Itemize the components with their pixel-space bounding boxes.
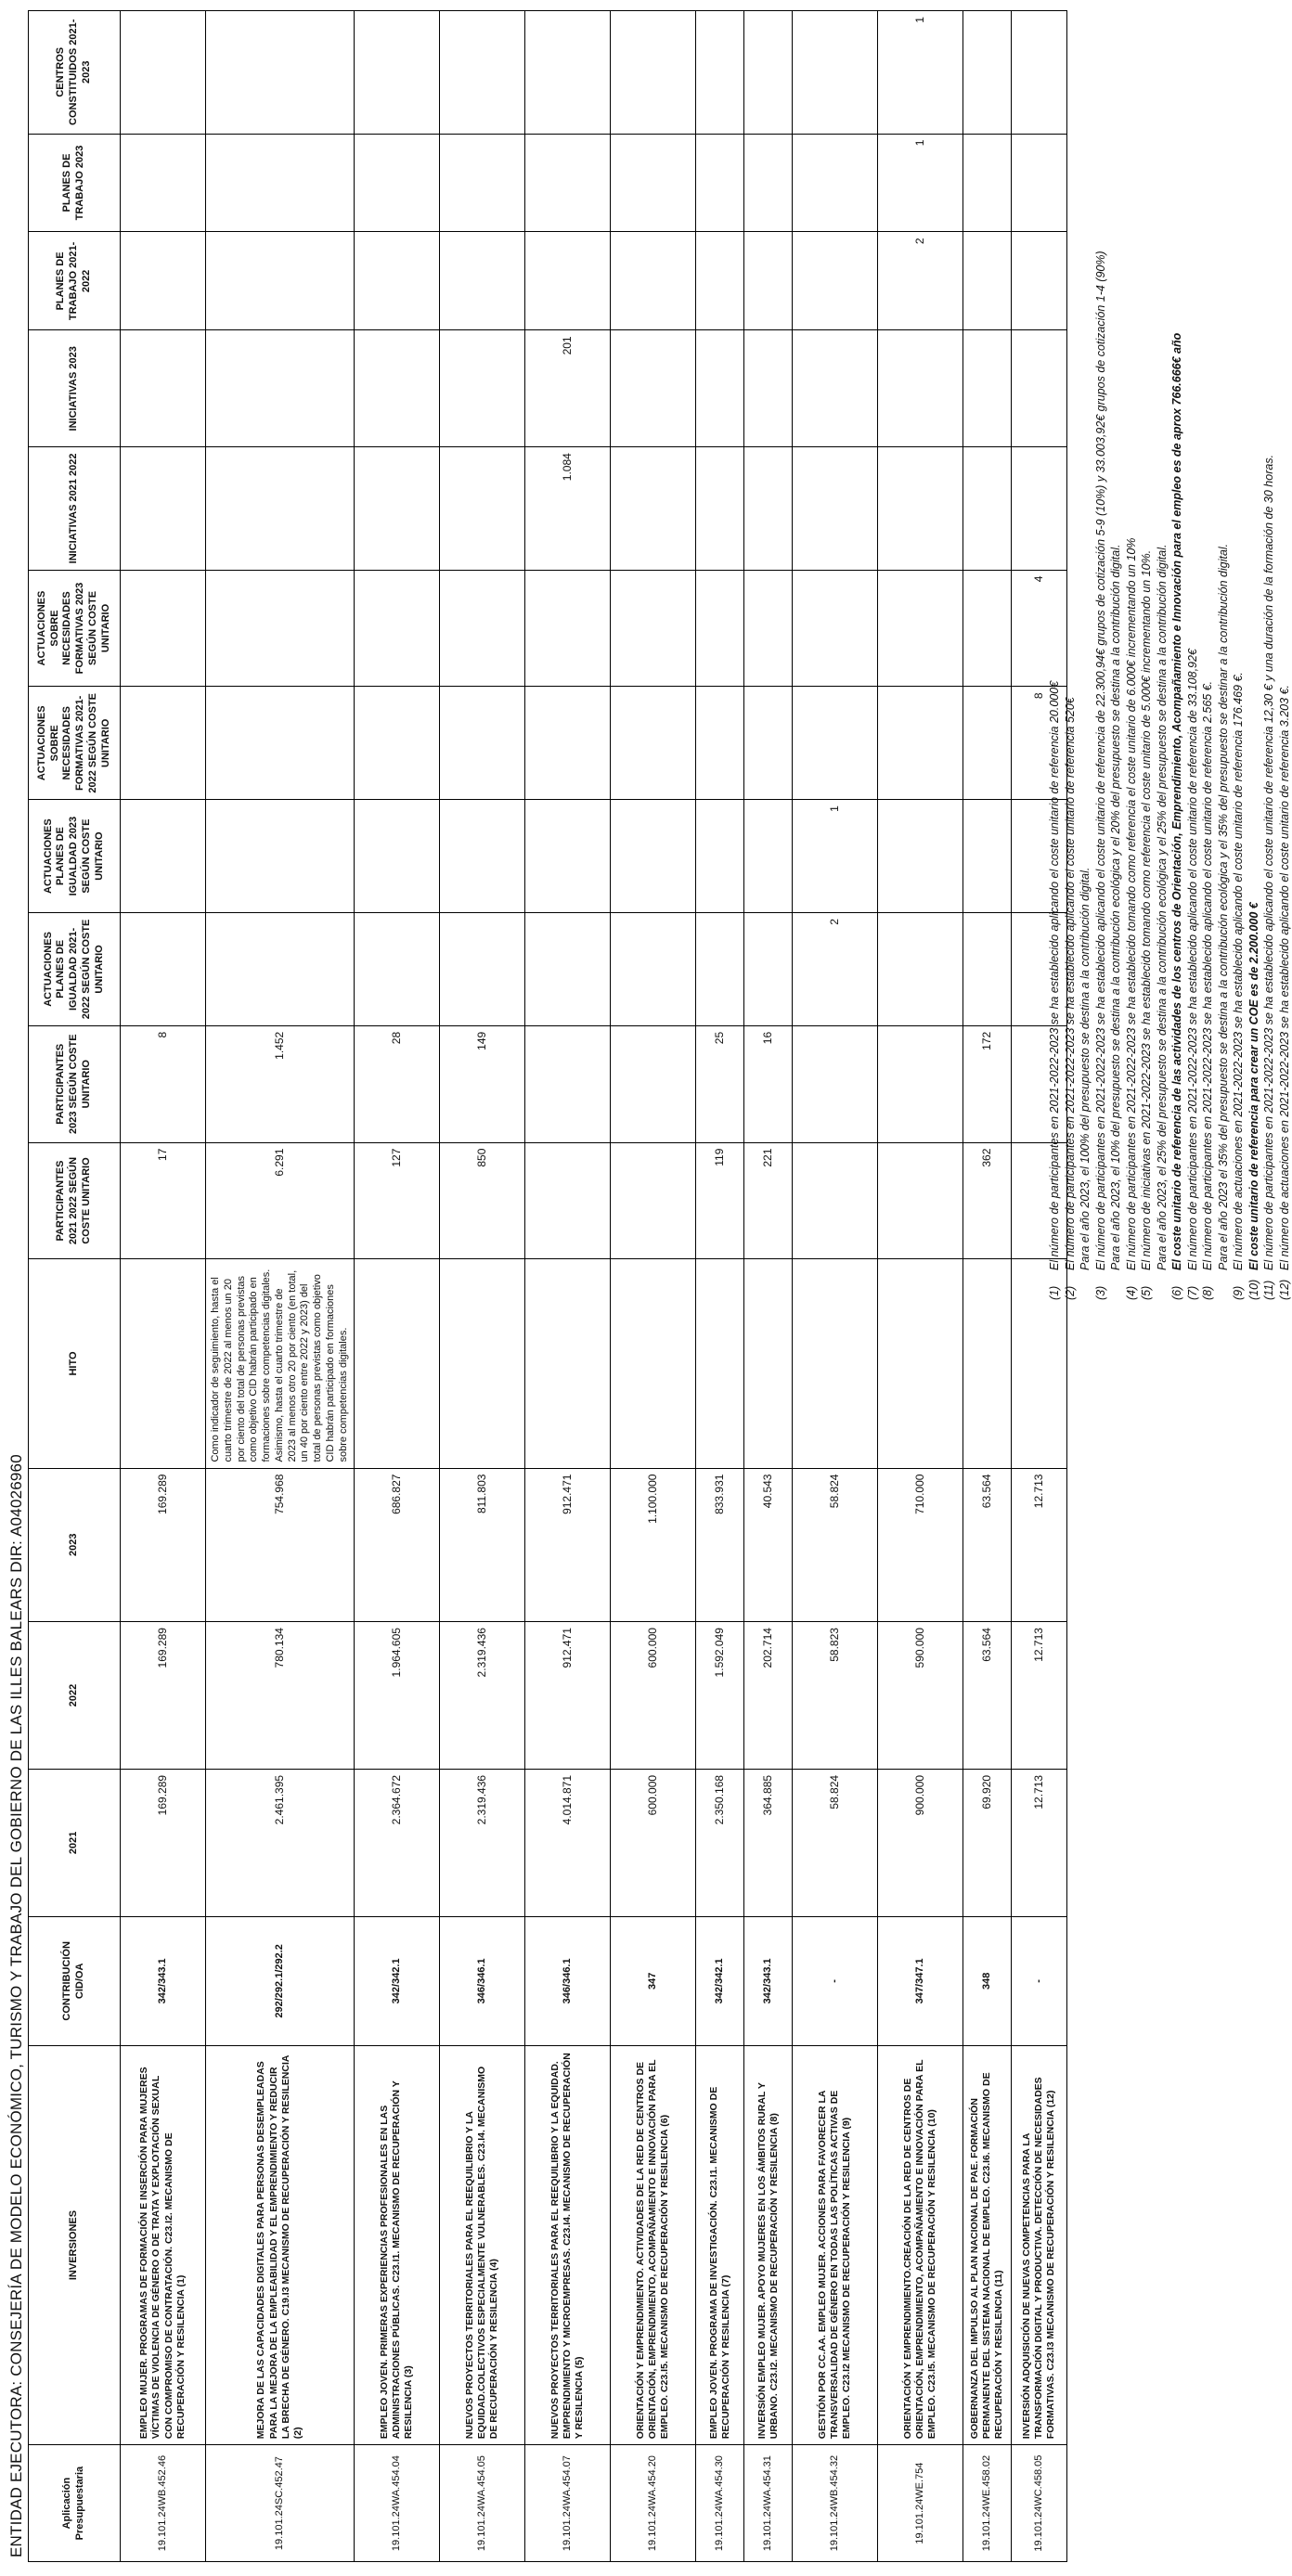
inversion-cell: GOBERNANZA DEL IMPULSO AL PLAN NACIONAL DE PAE. FORMACIÓN PERMANENTE DEL SISTEMA NACIONAL DE EMPLEO. C23.I6. MECANISMO DE RECUPERACIÓN Y RESILENCIA (11) — [963, 2045, 1012, 2444]
inversion-cell: EMPLEO MUJER. PROGRAMAS DE FORMACIÓN E INSERCIÓN PARA MUJERES VÍCTIMAS DE VIOLENCIA DE GÉNERO O DE TRATA Y EXPLOTACIÓN SEXUAL CON COMPROMISO DE CONTRATACIÓN. C23.I2. MECANISMO DE RECUPERACIÓN Y RESILENCIA (1) — [121, 2045, 206, 2444]
footnote-item — [1124, 19, 1140, 1300]
header-hito: HITO — [29, 1259, 121, 1468]
amount-2022-cell: 1.592.049 — [696, 1622, 744, 1770]
participantes-2122-cell: 221 — [744, 1142, 793, 1259]
actuaciones-formativas-2023-cell — [440, 570, 525, 687]
inversion-cell: INVERSIÓN ADQUISICIÓN DE NUEVAS COMPETENCIAS PARA LA TRANSFORMACIÓN DIGITAL Y PRODUCTIVA. DETECCIÓN DE NECESIDADES FORMATIVAS. C23.I3 MECANISMO DE RECUPERACIÓN Y RESILENCIA (12) — [1012, 2045, 1067, 2444]
iniciativas-2023-cell — [744, 330, 793, 447]
actuaciones-formativas-2023-cell — [878, 570, 963, 687]
footnote-text: El número de actuaciones en 2021-2022-2023 se ha establecido aplicando el coste unitario de referencia 3.203 €. — [1277, 685, 1291, 1270]
header-row — [29, 11, 121, 2562]
inversion-cell: ORIENTACIÓN Y EMPRENDIMIENTO. ACTIVIDADES DE LA RED DE CENTROS DE ORIENTACIÓN, EMPRENDIMIENTO, ACOMPAÑAMIENTO E INNOVACIÓN PARA EL EMPLEO. C23.I5. MECANISMO DE RECUPERACIÓN Y RESILENCIA (6) — [611, 2045, 696, 2444]
table-row — [525, 11, 611, 2562]
aplicacion-cell: 19.101.24WB.452.46 — [121, 2445, 206, 2562]
planes-2122-cell — [793, 232, 878, 330]
centros-cell — [206, 11, 355, 135]
inversion-cell: MEJORA DE LAS CAPACIDADES DIGITALES PARA PERSONAS DESEMPLEADAS PARA LA MEJORA DE LA EMPLEABILIDAD Y EL EMPRENDIMIENTO Y REDUCIR LA BRECHA DE GÉNERO. C19.I3 MECANISMO DE RECUPERACIÓN Y RESILENCIA (2) — [206, 2045, 355, 2444]
footnote-mark: (2) — [1063, 1285, 1077, 1300]
planes-2122-cell — [121, 232, 206, 330]
iniciativas-2023-cell: 201 — [525, 330, 611, 447]
planes-2122-cell — [355, 232, 440, 330]
table-row — [355, 11, 440, 2562]
footnote-item — [1261, 19, 1277, 1300]
header-contribucion: CONTRIBUCIÓN CID/OA — [29, 1916, 121, 2045]
table-row — [963, 11, 1012, 2562]
footnote-item — [1185, 19, 1201, 1300]
iniciativas-2023-cell — [611, 330, 696, 447]
hito-cell — [744, 1259, 793, 1468]
planes-2023-cell — [696, 134, 744, 232]
actuaciones-igualdad-2023-cell — [355, 800, 440, 913]
footnotes — [1047, 19, 1292, 1300]
iniciativas-2023-cell — [121, 330, 206, 447]
amount-2021-cell: 4.014.871 — [525, 1769, 611, 1916]
participantes-2023-cell: 16 — [744, 1025, 793, 1142]
footnote-text: El número de participantes en 2021-2022-2023 se ha establecido aplicando el coste unitario de referencia 12,30 € y una duración de la formación de 30 horas. — [1262, 454, 1275, 1270]
aplicacion-cell: 19.101.24WC.458.05 — [1012, 2445, 1067, 2562]
footnote-item — [1277, 19, 1292, 1300]
iniciativas-2122-cell: 1.084 — [525, 447, 611, 570]
actuaciones-igualdad-2023-cell — [525, 800, 611, 913]
planes-2023-cell — [121, 134, 206, 232]
footnote-mark: (1) — [1048, 1285, 1061, 1300]
actuaciones-formativas-2023-cell — [525, 570, 611, 687]
header-planes-2023: PLANES DE TRABAJO 2023 — [29, 134, 121, 232]
hito-cell — [793, 1259, 878, 1468]
table-row — [696, 11, 744, 2562]
header-2021: 2021 — [29, 1769, 121, 1916]
footnote-mark: (8) — [1201, 1285, 1214, 1300]
iniciativas-2023-cell — [878, 330, 963, 447]
footnote-text: El número de participantes en 2021-2022-2023 se ha establecido aplicando el coste unitario de referencia de 22.300,94€ grupos de cotización 5-9 (10%) y 33.003,92€ grupos de cotización 1-4 (90%) — [1093, 251, 1107, 1270]
inversion-cell: GESTIÓN POR CC.AA. EMPLEO MUJER. ACCIONES PARA FAVORECER LA TRANSVERSALIDAD DE GÉNERO EN TODAS LAS POLÍTICAS ACTIVAS DE EMPLEO. C23.I2 MECANISMO DE RECUPERACIÓN Y RESILENCIA (9) — [793, 2045, 878, 2444]
contribucion-cell: 342/343.1 — [121, 1916, 206, 2045]
investment-table — [28, 10, 1067, 2562]
header-2022: 2022 — [29, 1622, 121, 1770]
participantes-2122-cell — [793, 1142, 878, 1259]
planes-2023-cell — [355, 134, 440, 232]
planes-2122-cell — [206, 232, 355, 330]
hito-cell — [440, 1259, 525, 1468]
aplicacion-cell: 19.101.24WA.454.05 — [440, 2445, 525, 2562]
participantes-2023-cell — [878, 1025, 963, 1142]
footnote-item — [1108, 19, 1124, 1300]
participantes-2122-cell — [611, 1142, 696, 1259]
actuaciones-igualdad-2122-cell — [696, 913, 744, 1026]
inversion-cell: EMPLEO JOVEN. PROGRAMA DE INVESTIGACIÓN. C23.I1. MECANISMO DE RECUPERACIÓN Y RESILENCIA (7) — [696, 2045, 744, 2444]
iniciativas-2122-cell — [355, 447, 440, 570]
planes-2023-cell — [440, 134, 525, 232]
contribucion-cell: - — [793, 1916, 878, 2045]
header-2023: 2023 — [29, 1468, 121, 1622]
header-iniciativas-2122: INICIATIVAS 2021 2022 — [29, 447, 121, 570]
footnote-mark: (10) — [1247, 1279, 1260, 1300]
header-actuaciones-igualdad-2122: ACTUACIONES PLANES DE IGUALDAD 2021-2022 SEGÚN COSTE UNITARIO — [29, 913, 121, 1026]
iniciativas-2122-cell — [744, 447, 793, 570]
footnote-text: El número de participantes en 2021-2022-2023 se ha establecido aplicando el coste unitario de referencia 20.000€ — [1048, 680, 1061, 1270]
actuaciones-igualdad-2023-cell — [206, 800, 355, 913]
actuaciones-igualdad-2023-cell — [878, 800, 963, 913]
amount-2022-cell: 912.471 — [525, 1622, 611, 1770]
participantes-2122-cell: 17 — [121, 1142, 206, 1259]
amount-2022-cell: 58.823 — [793, 1622, 878, 1770]
actuaciones-formativas-2122-cell — [744, 687, 793, 800]
contribucion-cell: 348 — [963, 1916, 1012, 2045]
centros-cell — [744, 11, 793, 135]
header-actuaciones-formativas-2122: ACTUACIONES SOBRE NECESIDADES FORMATIVAS 2021-2022 SEGÚN COSTE UNITARIO — [29, 687, 121, 800]
amount-2023-cell: 686.827 — [355, 1468, 440, 1622]
inversion-cell: INVERSIÓN EMPLEO MUJER. APOYO MUJERES EN LOS ÁMBITOS RURAL Y URBANO. C23.I2. MECANISMO DE RECUPERACIÓN Y RESILENCIA (8) — [744, 2045, 793, 2444]
footnote-text: El coste unitario de referencia para crear un COE es de 2.200.000 € — [1247, 902, 1260, 1270]
amount-2021-cell: 900.000 — [878, 1769, 963, 1916]
actuaciones-formativas-2023-cell — [963, 570, 1012, 687]
amount-2023-cell: 58.824 — [793, 1468, 878, 1622]
participantes-2023-cell — [611, 1025, 696, 1142]
amount-2021-cell: 2.319.436 — [440, 1769, 525, 1916]
header-actuaciones-igualdad-2023: ACTUACIONES PLANES DE IGUALDAD 2023 SEGÚN COSTE UNITARIO — [29, 800, 121, 913]
hito-cell: Como indicador de seguimiento, hasta el cuarto trimestre de 2022 al menos un 20 por ciento del total de personas previstas como objetivo CID habrán participado en formaciones sobre competencias digitales. Asimismo, hasta el cuarto trimestre de 2023 al menos otro 20 por ciento (en total, un 40 por ciento entre 2022 y 2023) del total de personas previstas como objetivo CID habrán participado en formaciones sobre competencias digitales. — [206, 1259, 355, 1468]
header-aplicacion: Aplicación Presupuestaria — [29, 2445, 121, 2562]
amount-2022-cell: 780.134 — [206, 1622, 355, 1770]
participantes-2023-cell: 149 — [440, 1025, 525, 1142]
planes-2122-cell — [696, 232, 744, 330]
participantes-2023-cell — [793, 1025, 878, 1142]
centros-cell — [611, 11, 696, 135]
participantes-2122-cell — [878, 1142, 963, 1259]
footnote-item — [1155, 19, 1170, 1300]
footnote-text: Para el año 2023 el 35% del presupuesto se destina a la contribución ecológica y el 35% del presupuesto se destinar a la contribución digital. — [1216, 543, 1230, 1270]
table-row — [611, 11, 696, 2562]
contribucion-cell: 342/343.1 — [744, 1916, 793, 2045]
actuaciones-formativas-2023-cell — [793, 570, 878, 687]
footnote-text: El número de actuaciones en 2021-2022-2023 se ha establecido aplicando el coste unitario de referencia 176.469 €. — [1232, 672, 1245, 1270]
actuaciones-formativas-2122-cell — [440, 687, 525, 800]
contribucion-cell: 347/347.1 — [878, 1916, 963, 2045]
amount-2022-cell: 202.714 — [744, 1622, 793, 1770]
footnote-item — [1078, 19, 1093, 1300]
amount-2023-cell: 169.289 — [121, 1468, 206, 1622]
footnote-mark: (5) — [1140, 1285, 1153, 1300]
contribucion-cell: 342/342.1 — [696, 1916, 744, 2045]
actuaciones-igualdad-2023-cell — [696, 800, 744, 913]
table-row — [440, 11, 525, 2562]
footnote-mark — [1216, 1270, 1232, 1300]
amount-2021-cell: 169.289 — [121, 1769, 206, 1916]
participantes-2122-cell: 119 — [696, 1142, 744, 1259]
header-actuaciones-formativas-2023: ACTUACIONES SOBRE NECESIDADES FORMATIVAS 2023 SEGÚN COSTE UNITARIO — [29, 570, 121, 687]
aplicacion-cell: 19.101.24SC.452.47 — [206, 2445, 355, 2562]
iniciativas-2122-cell — [611, 447, 696, 570]
footnote-mark: (11) — [1262, 1280, 1275, 1300]
participantes-2023-cell: 25 — [696, 1025, 744, 1142]
aplicacion-cell: 19.101.24WA.454.07 — [525, 2445, 611, 2562]
amount-2021-cell: 364.885 — [744, 1769, 793, 1916]
amount-2022-cell: 1.964.605 — [355, 1622, 440, 1770]
iniciativas-2122-cell — [206, 447, 355, 570]
hito-cell — [878, 1259, 963, 1468]
actuaciones-igualdad-2122-cell — [206, 913, 355, 1026]
planes-2122-cell — [744, 232, 793, 330]
amount-2021-cell: 12.713 — [1012, 1769, 1067, 1916]
iniciativas-2122-cell — [963, 447, 1012, 570]
actuaciones-igualdad-2122-cell — [121, 913, 206, 1026]
centros-cell — [793, 11, 878, 135]
actuaciones-formativas-2122-cell — [878, 687, 963, 800]
footnote-item — [1231, 19, 1247, 1300]
inversion-cell: ORIENTACIÓN Y EMPRENDIMIENTO.CREACIÓN DE LA RED DE CENTROS DE ORIENTACIÓN, EMPRENDIMIENTO, ACOMPAÑAMIENTO E INNOVACIÓN PARA EL EMPLEO. C23.I5. MECANISMO DE RECUPERACIÓN Y RESILENCIA (10) — [878, 2045, 963, 2444]
table-row — [744, 11, 793, 2562]
planes-2122-cell — [963, 232, 1012, 330]
amount-2023-cell: 63.564 — [963, 1468, 1012, 1622]
aplicacion-cell: 19.101.24WE.458.02 — [963, 2445, 1012, 2562]
footnote-item — [1200, 19, 1216, 1300]
actuaciones-formativas-2122-cell — [206, 687, 355, 800]
footnote-text: Para el año 2023, el 25% del presupuesto se destina a la contribución ecológica y el 25% del presupuesto se destina a la contribución digital. — [1155, 544, 1169, 1270]
footnote-text: El número de participantes en 2021-2022-2023 se ha establecido aplicando el coste unitario de referencia de 33.108,92€ — [1185, 649, 1199, 1270]
actuaciones-formativas-2023-cell — [121, 570, 206, 687]
hito-cell — [525, 1259, 611, 1468]
planes-2023-cell — [793, 134, 878, 232]
iniciativas-2122-cell — [121, 447, 206, 570]
footnote-text: El número de participantes en 2021-2022-2023 se ha establecido aplicando el coste unitario de referencia 520€ — [1063, 697, 1077, 1270]
footnote-mark: (4) — [1124, 1285, 1138, 1300]
page-title: ENTIDAD EJECUTORA: CONSEJERÍA DE MODELO ECONÓMICO, TURISMO Y TRABAJO DEL GOBIERNO DE LAS ILLES BALEARS DIR: A04026960 — [7, 1454, 25, 2557]
actuaciones-formativas-2122-cell — [611, 687, 696, 800]
planes-2023-cell — [963, 134, 1012, 232]
actuaciones-formativas-2023-cell — [611, 570, 696, 687]
centros-cell — [963, 11, 1012, 135]
aplicacion-cell: 19.101.24WA.454.31 — [744, 2445, 793, 2562]
actuaciones-igualdad-2023-cell — [121, 800, 206, 913]
amount-2021-cell: 2.350.168 — [696, 1769, 744, 1916]
contribucion-cell: 346/346.1 — [525, 1916, 611, 2045]
actuaciones-igualdad-2122-cell — [744, 913, 793, 1026]
amount-2023-cell: 710.000 — [878, 1468, 963, 1622]
iniciativas-2023-cell — [793, 330, 878, 447]
participantes-2023-cell: 1.452 — [206, 1025, 355, 1142]
footnote-item — [1169, 19, 1185, 1300]
footnote-text: El número de participantes en 2021-2022-2023 se ha establecido tomando como referencia el coste unitario de 6.000€ incrementando un 10% — [1124, 537, 1138, 1270]
participantes-2023-cell: 28 — [355, 1025, 440, 1142]
centros-cell — [696, 11, 744, 135]
planes-2023-cell — [525, 134, 611, 232]
footnote-text: El número de participantes en 2021-2022-2023 se ha establecido aplicando el coste unitario de referencia 2.565 €. — [1201, 680, 1214, 1270]
actuaciones-igualdad-2122-cell — [611, 913, 696, 1026]
amount-2022-cell: 600.000 — [611, 1622, 696, 1770]
centros-cell — [355, 11, 440, 135]
iniciativas-2122-cell — [793, 447, 878, 570]
footnote-item — [1216, 19, 1232, 1300]
participantes-2122-cell: 850 — [440, 1142, 525, 1259]
amount-2023-cell: 912.471 — [525, 1468, 611, 1622]
amount-2021-cell: 69.920 — [963, 1769, 1012, 1916]
amount-2023-cell: 811.803 — [440, 1468, 525, 1622]
participantes-2122-cell: 127 — [355, 1142, 440, 1259]
table-row — [878, 11, 963, 2562]
hito-cell — [355, 1259, 440, 1468]
header-participantes-2023: PARTICIPANTES 2023 SEGÚN COSTE UNITARIO — [29, 1025, 121, 1142]
planes-2122-cell: 2 — [878, 232, 963, 330]
planes-2023-cell — [611, 134, 696, 232]
table-row — [206, 11, 355, 2562]
contribucion-cell: 342/342.1 — [355, 1916, 440, 2045]
actuaciones-formativas-2122-cell — [696, 687, 744, 800]
actuaciones-formativas-2122-cell: 8 — [1012, 687, 1067, 800]
iniciativas-2023-cell — [696, 330, 744, 447]
footnote-text: Para el año 2023, el 100% del presupuesto se destina a la contribución digital. — [1079, 867, 1092, 1270]
actuaciones-igualdad-2122-cell — [440, 913, 525, 1026]
actuaciones-formativas-2023-cell — [744, 570, 793, 687]
footnote-item — [1063, 19, 1079, 1300]
amount-2022-cell: 590.000 — [878, 1622, 963, 1770]
participantes-2122-cell: 362 — [963, 1142, 1012, 1259]
inversion-cell: NUEVOS PROYECTOS TERRITORIALES PARA EL REEQUILIBRIO Y LA EQUIDAD. EMPRENDIMIENTO Y MICROEMPRESAS. C23.I4. MECANISMO DE RECUPERACIÓN Y RESILENCIA (5) — [525, 2045, 611, 2444]
aplicacion-cell: 19.101.24WB.454.32 — [793, 2445, 878, 2562]
participantes-2122-cell: 6.291 — [206, 1142, 355, 1259]
actuaciones-igualdad-2023-cell: 1 — [793, 800, 878, 913]
actuaciones-formativas-2023-cell — [696, 570, 744, 687]
centros-cell — [121, 11, 206, 135]
amount-2021-cell: 58.824 — [793, 1769, 878, 1916]
actuaciones-formativas-2023-cell — [206, 570, 355, 687]
contribucion-cell: 346/346.1 — [440, 1916, 525, 2045]
footnote-text: El coste unitario de referencia de las actividades de los centros de Orientación, Emprendimiento, Acompañamiento e Innovación para el empleo es de aprox 766.666€ año — [1170, 332, 1183, 1270]
amount-2021-cell: 600.000 — [611, 1769, 696, 1916]
header-planes-2122: PLANES DE TRABAJO 2021-2022 — [29, 232, 121, 330]
table-body — [121, 11, 1067, 2562]
planes-2122-cell — [440, 232, 525, 330]
actuaciones-formativas-2023-cell — [355, 570, 440, 687]
amount-2021-cell: 2.461.395 — [206, 1769, 355, 1916]
planes-2023-cell: 1 — [878, 134, 963, 232]
amount-2023-cell: 12.713 — [1012, 1468, 1067, 1622]
footnote-mark — [1078, 1270, 1093, 1300]
planes-2122-cell — [525, 232, 611, 330]
aplicacion-cell: 19.101.24WA.454.04 — [355, 2445, 440, 2562]
aplicacion-cell: 19.101.24WA.454.20 — [611, 2445, 696, 2562]
amount-2023-cell: 754.968 — [206, 1468, 355, 1622]
aplicacion-cell: 19.101.24WA.454.30 — [696, 2445, 744, 2562]
actuaciones-formativas-2122-cell — [525, 687, 611, 800]
actuaciones-igualdad-2023-cell — [611, 800, 696, 913]
actuaciones-igualdad-2023-cell — [744, 800, 793, 913]
footnote-item — [1047, 19, 1063, 1300]
actuaciones-formativas-2122-cell — [963, 687, 1012, 800]
footnote-mark: (12) — [1277, 1279, 1291, 1300]
iniciativas-2023-cell — [206, 330, 355, 447]
actuaciones-formativas-2122-cell — [793, 687, 878, 800]
inversion-cell: NUEVOS PROYECTOS TERRITORIALES PARA EL REEQUILIBRIO Y LA EQUIDAD.COLECTIVOS ESPECIALMENTE VULNERABLES. C23.I4. MECANISMO DE RECUPERACIÓN Y RESILENCIA (4) — [440, 2045, 525, 2444]
participantes-2023-cell: 8 — [121, 1025, 206, 1142]
planes-2023-cell — [744, 134, 793, 232]
table-row — [793, 11, 878, 2562]
footnote-item — [1139, 19, 1155, 1300]
participantes-2023-cell: 172 — [963, 1025, 1012, 1142]
centros-cell: 1 — [878, 11, 963, 135]
centros-cell — [525, 11, 611, 135]
iniciativas-2023-cell — [355, 330, 440, 447]
hito-cell — [611, 1259, 696, 1468]
inversion-cell: EMPLEO JOVEN. PRIMERAS EXPERIENCIAS PROFESIONALES EN LAS ADMINISTRACIONES PÚBLICAS. C23.I1. MECANISMO DE RECUPERACIÓN Y RESILENCIA (3) — [355, 2045, 440, 2444]
actuaciones-igualdad-2122-cell — [355, 913, 440, 1026]
table-row — [121, 11, 206, 2562]
iniciativas-2122-cell — [440, 447, 525, 570]
contribucion-cell: - — [1012, 1916, 1067, 2045]
actuaciones-igualdad-2023-cell — [440, 800, 525, 913]
participantes-2023-cell — [525, 1025, 611, 1142]
planes-2023-cell — [206, 134, 355, 232]
footnote-mark: (9) — [1232, 1285, 1245, 1300]
iniciativas-2023-cell — [440, 330, 525, 447]
amount-2022-cell: 169.289 — [121, 1622, 206, 1770]
amount-2023-cell: 1.100.000 — [611, 1468, 696, 1622]
planes-2122-cell — [611, 232, 696, 330]
footnote-mark: (6) — [1170, 1285, 1183, 1300]
amount-2021-cell: 2.364.672 — [355, 1769, 440, 1916]
centros-cell — [440, 11, 525, 135]
header-iniciativas-2023: INICIATIVAS 2023 — [29, 330, 121, 447]
iniciativas-2023-cell — [963, 330, 1012, 447]
header-inversiones: INVERSIONES — [29, 2045, 121, 2444]
footnote-mark: (3) — [1093, 1285, 1107, 1300]
actuaciones-formativas-2122-cell — [355, 687, 440, 800]
amount-2023-cell: 833.931 — [696, 1468, 744, 1622]
footnote-text: El número de iniciativas en 2021-2022-2023 se ha establecido tomando como referencia el coste unitario de 5.000€ incrementando un 10%. — [1140, 549, 1153, 1270]
footnote-item — [1093, 19, 1109, 1300]
contribucion-cell: 347 — [611, 1916, 696, 2045]
hito-cell — [121, 1259, 206, 1468]
actuaciones-formativas-2023-cell: 4 — [1012, 570, 1067, 687]
iniciativas-2122-cell — [696, 447, 744, 570]
amount-2023-cell: 40.543 — [744, 1468, 793, 1622]
hito-cell — [963, 1259, 1012, 1468]
header-participantes-2122: PARTICIPANTES 2021 2022 SEGÚN COSTE UNITARIO — [29, 1142, 121, 1259]
contribucion-cell: 292/292.1/292.2 — [206, 1916, 355, 2045]
actuaciones-igualdad-2023-cell — [963, 800, 1012, 913]
header-centros: CENTROS CONSTITUIDOS 2021-2023 — [29, 11, 121, 135]
aplicacion-cell: 19.101.24WE.754 — [878, 2445, 963, 2562]
actuaciones-igualdad-2122-cell — [878, 913, 963, 1026]
footnote-text: Para el año 2023, el 10% del presupuesto se destina a la contribución ecológica y el 20% del presupuesto se destina a la contribución digital. — [1109, 544, 1122, 1270]
participantes-2122-cell — [525, 1142, 611, 1259]
amount-2022-cell: 63.564 — [963, 1622, 1012, 1770]
actuaciones-formativas-2122-cell — [121, 687, 206, 800]
footnote-item — [1247, 19, 1262, 1300]
footnote-mark: (7) — [1185, 1285, 1199, 1300]
actuaciones-igualdad-2122-cell: 2 — [793, 913, 878, 1026]
iniciativas-2122-cell — [878, 447, 963, 570]
hito-cell — [696, 1259, 744, 1468]
footnote-mark — [1155, 1270, 1170, 1300]
actuaciones-igualdad-2122-cell — [963, 913, 1012, 1026]
amount-2022-cell: 12.713 — [1012, 1622, 1067, 1770]
footnote-mark — [1108, 1270, 1124, 1300]
amount-2022-cell: 2.319.436 — [440, 1622, 525, 1770]
actuaciones-igualdad-2122-cell — [525, 913, 611, 1026]
